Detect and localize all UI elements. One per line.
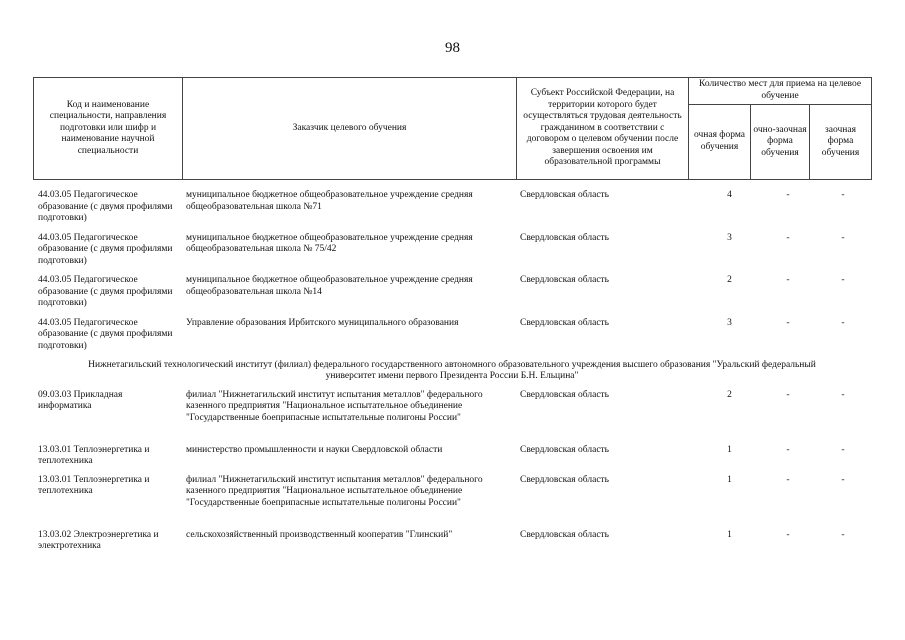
table-row bbox=[33, 475, 871, 530]
row-mixed: - bbox=[786, 474, 790, 485]
row-customer: филиал "Нижнетагильский институт испытания металлов" федерального казенного предприятия "Национальное испытательное объединение "Государственные боеприпасные испытательные полигоны России" bbox=[186, 474, 483, 508]
header-region: Субъект Российской Федерации, на территории которого будет осуществляться трудовая деятельность гражданином в соответствии с договором о целевом обучении после завершения освоения им образовательной программы bbox=[517, 78, 689, 180]
header-places: Количество мест для приема на целевое обучение bbox=[689, 78, 872, 105]
table-row bbox=[33, 275, 871, 318]
row-region: Свердловская область bbox=[520, 317, 610, 328]
row-fulltime: 1 bbox=[727, 474, 732, 485]
row-code: 44.03.05 Педагогическое образование (с двумя профилями подготовки) bbox=[38, 275, 173, 308]
row-fulltime: 4 bbox=[727, 190, 732, 200]
row-parttime: - bbox=[841, 232, 845, 243]
header-customer: Заказчик целевого обучения bbox=[183, 78, 517, 180]
header-fulltime: очная форма обучения bbox=[689, 104, 751, 179]
table-body bbox=[33, 190, 871, 560]
row-region: Свердловская область bbox=[520, 474, 610, 485]
row-parttime: - bbox=[841, 444, 845, 455]
row-fulltime: 3 bbox=[727, 317, 732, 328]
table-row bbox=[33, 318, 871, 360]
table-row bbox=[33, 233, 871, 276]
row-mixed: - bbox=[786, 317, 790, 328]
row-region: Свердловская область bbox=[520, 529, 610, 540]
row-mixed: - bbox=[786, 232, 790, 243]
row-customer: муниципальное бюджетное общеобразовательное учреждение средняя общеобразовательная школа № 75/42 bbox=[186, 232, 473, 254]
row-fulltime: 1 bbox=[727, 444, 732, 455]
row-parttime: - bbox=[841, 190, 845, 200]
header-parttime: заочная форма обучения bbox=[810, 104, 872, 179]
row-customer: муниципальное бюджетное общеобразовательное учреждение средняя общеобразовательная школа №14 bbox=[186, 275, 473, 297]
row-parttime: - bbox=[841, 389, 845, 400]
row-fulltime: 2 bbox=[727, 275, 732, 285]
row-mixed: - bbox=[786, 389, 790, 400]
row-fulltime: 3 bbox=[727, 232, 732, 243]
row-code: 44.03.05 Педагогическое образование (с двумя профилями подготовки) bbox=[38, 232, 173, 266]
row-customer: Управление образования Ирбитского муниципального образования bbox=[186, 317, 459, 328]
row-fulltime: 2 bbox=[727, 389, 732, 400]
row-mixed: - bbox=[786, 190, 790, 200]
row-code: 44.03.05 Педагогическое образование (с двумя профилями подготовки) bbox=[38, 317, 173, 351]
row-parttime: - bbox=[841, 275, 845, 285]
row-code: 09.03.03 Прикладная информатика bbox=[38, 389, 123, 411]
page-number: 98 bbox=[445, 40, 460, 56]
header-mixed: очно-заочная форма обучения bbox=[751, 104, 810, 179]
row-region: Свердловская область bbox=[520, 389, 610, 400]
table-header bbox=[33, 77, 872, 180]
row-customer: министерство промышленности и науки Свердловской области bbox=[186, 444, 443, 455]
row-fulltime: 1 bbox=[727, 529, 732, 540]
row-code: 13.03.01 Теплоэнергетика и теплотехника bbox=[38, 474, 150, 496]
row-customer: муниципальное бюджетное общеобразовательное учреждение средняя общеобразовательная школа №71 bbox=[186, 190, 473, 212]
row-region: Свердловская область bbox=[520, 444, 610, 455]
row-parttime: - bbox=[841, 474, 845, 485]
row-code: 13.03.02 Электроэнергетика и электротехника bbox=[38, 529, 159, 551]
row-mixed: - bbox=[786, 529, 790, 540]
row-mixed: - bbox=[786, 444, 790, 455]
table-row bbox=[33, 190, 871, 233]
row-parttime: - bbox=[841, 317, 845, 328]
table-row bbox=[33, 530, 871, 560]
table-row bbox=[33, 445, 871, 475]
table-row bbox=[33, 390, 871, 445]
row-region: Свердловская область bbox=[520, 232, 610, 243]
row-region: Свердловская область bbox=[520, 275, 610, 285]
row-code: 13.03.01 Теплоэнергетика и теплотехника bbox=[38, 444, 150, 466]
header-code: Код и наименование специальности, направления подготовки или шифр и наименование научной специальности bbox=[34, 78, 183, 180]
section-title: Нижнетагильский технологический институт (филиал) федерального государственного автономного образовательного учреждения высшего образования "Уральский федеральный университет имени первого Президента России Б.Н. Ельцина" bbox=[88, 359, 816, 381]
row-customer: филиал "Нижнетагильский институт испытания металлов" федерального казенного предприятия "Национальное испытательное объединение "Государственные боеприпасные испытательные полигоны России" bbox=[186, 389, 483, 423]
row-mixed: - bbox=[786, 275, 790, 285]
row-customer: сельскохозяйственный производственный кооператив "Глинский" bbox=[186, 529, 453, 540]
row-parttime: - bbox=[841, 529, 845, 540]
row-region: Свердловская область bbox=[520, 190, 610, 200]
row-code: 44.03.05 Педагогическое образование (с двумя профилями подготовки) bbox=[38, 190, 173, 223]
